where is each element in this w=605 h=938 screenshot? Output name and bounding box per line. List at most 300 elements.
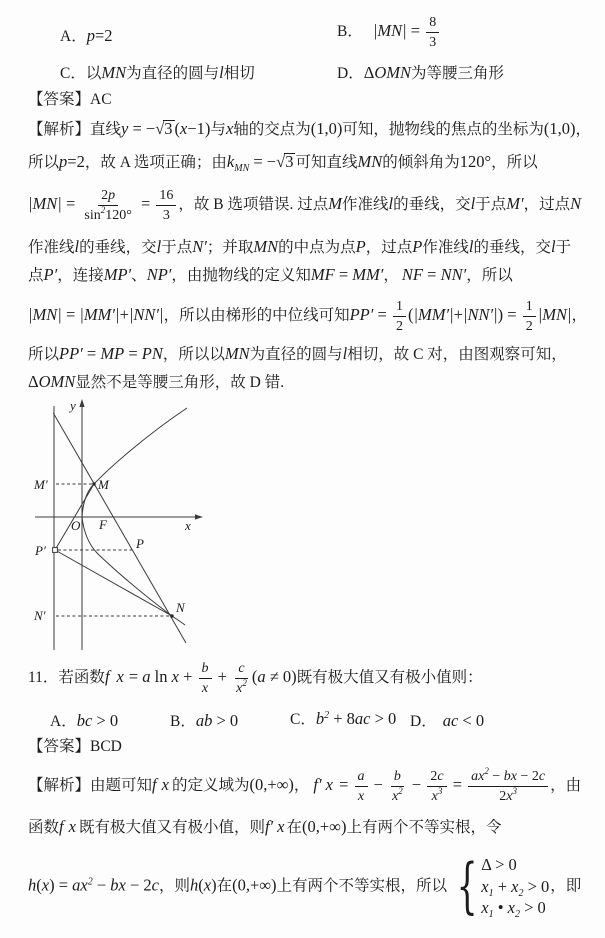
seg-sub: 2 — [518, 887, 524, 899]
seg-i: PP′ — [59, 344, 83, 363]
label-n-prime: N′ — [34, 608, 46, 623]
frac — [199, 659, 212, 698]
seg-i: f — [152, 774, 157, 794]
seg-i: PN — [141, 344, 163, 363]
q11-option-d — [410, 710, 484, 732]
q11-option-b — [170, 710, 238, 732]
seg-i: x — [225, 119, 234, 138]
seg-c: ；并取 — [206, 239, 254, 256]
seg-c: ，则 — [159, 877, 191, 895]
seg-u: 120° — [105, 207, 132, 223]
parabola-figure — [30, 398, 230, 656]
seg-c: ， — [383, 267, 399, 284]
seg-c: D． — [337, 65, 364, 82]
seg-i: x — [116, 666, 124, 686]
label-p: P — [136, 536, 144, 551]
sol1-line6 — [28, 297, 587, 336]
seg-i: x — [171, 666, 179, 686]
seg-i: N — [570, 193, 582, 213]
num — [393, 297, 406, 317]
seg-u: = — [334, 265, 353, 284]
seg-sup: 3 — [437, 785, 443, 796]
seg-i: ab — [195, 711, 213, 730]
seg-c: 于点 — [475, 195, 507, 213]
seg-i: l — [550, 237, 556, 256]
seg-i: P — [412, 237, 423, 256]
seg-i: c — [437, 769, 444, 784]
frac — [426, 13, 439, 52]
seg-u: > 0 — [212, 711, 239, 730]
q10-option-b — [337, 13, 441, 52]
seg-i: MP′ — [103, 265, 132, 284]
seg-u: ) — [211, 875, 217, 895]
seg-i: bc — [76, 711, 93, 730]
seg-u: + — [119, 304, 129, 324]
seg-u: ) = — [49, 875, 73, 895]
seg-u: < 0 — [458, 711, 485, 730]
seg-c: ，连接 — [57, 267, 104, 284]
seg-u: = — [136, 193, 155, 213]
seg-i: P′ — [43, 265, 58, 284]
seg-u: − 2 — [516, 769, 539, 784]
seg-u: 1 — [395, 299, 403, 314]
seg-u: (0,+∞) — [249, 774, 294, 794]
sol1-line3 — [28, 186, 581, 225]
seg-c: 所以 — [28, 346, 60, 363]
seg-c: 函数 — [28, 819, 60, 836]
seg-i: x — [325, 774, 333, 794]
seg-u: (0,+∞) — [232, 875, 277, 895]
seg-c: ，故 A 选项正确；由 — [84, 154, 227, 171]
seg-c: 于 — [555, 239, 572, 256]
seg-i: |MN| — [28, 193, 62, 213]
seg-u: ln — [150, 666, 172, 686]
seg-c: A． — [60, 28, 87, 45]
seg-u: ( — [174, 119, 181, 138]
seg-i: MF — [310, 265, 335, 284]
seg-i: x — [41, 875, 50, 895]
seg-i: M′ — [506, 193, 524, 213]
seg-c: B． — [170, 713, 196, 730]
den — [160, 206, 173, 225]
q10-option-a — [60, 25, 113, 47]
q10-answer — [28, 90, 112, 110]
seg-i: MP — [100, 344, 125, 363]
seg-i: M — [328, 193, 342, 213]
seg-c: 上有两个不等实根，令 — [346, 819, 502, 836]
seg-u: > 0 — [519, 898, 546, 918]
seg-i: OMN — [374, 63, 411, 82]
point-n — [170, 614, 173, 617]
seg-c: ， — [575, 121, 592, 138]
seg-c: ，由 — [550, 776, 582, 794]
seg-c: ，所以 — [466, 267, 513, 284]
seg-i: ac — [442, 711, 459, 730]
seg-i: MN — [101, 63, 127, 82]
seg-u: − — [488, 769, 504, 784]
seg-i: x — [357, 788, 365, 804]
num — [468, 767, 548, 787]
seg-i: k — [226, 152, 235, 171]
sol1-line1 — [28, 118, 591, 140]
seg-i: l — [470, 193, 476, 213]
frac — [389, 767, 406, 806]
seg-i: x — [161, 774, 169, 794]
seg-c: 作准线 — [422, 239, 469, 256]
seg-u: + — [493, 876, 512, 896]
seg-i: x — [431, 788, 438, 804]
seg-u: ( — [36, 875, 42, 895]
label-focus: F — [99, 517, 107, 532]
seg-c: 的垂线，交 — [79, 239, 157, 256]
label-m-prime: M′ — [34, 477, 48, 492]
seg-c: 显然不是等腰三角形，故 D 错. — [75, 374, 285, 391]
seg-i: x — [481, 876, 489, 896]
seg-c: 既有极大值又有极小值则： — [296, 668, 483, 686]
num — [156, 186, 176, 206]
seg-i: x — [277, 817, 285, 836]
sol1-line4 — [28, 236, 571, 258]
seg-c: 【解析】直线 — [28, 121, 122, 138]
seg-i: |NN′| — [128, 304, 164, 324]
seg-i: x — [506, 788, 513, 804]
seg-u: =2 — [67, 152, 85, 171]
seg-c: 的垂线，交 — [393, 195, 471, 213]
num — [391, 767, 404, 787]
seg-i: x — [203, 875, 212, 895]
seg-u: (0,+∞) — [302, 817, 347, 836]
parabola-curve-upper — [82, 408, 187, 517]
q11-option-a — [50, 710, 118, 732]
seg-i: ac — [354, 709, 371, 728]
seg-i: NF — [401, 265, 424, 284]
label-p-prime: P′ — [35, 543, 46, 558]
seg-c: 于点 — [161, 239, 193, 256]
seg-i: h — [28, 875, 37, 895]
seg-u: − 2 — [125, 875, 152, 895]
seg-i: bx — [110, 875, 126, 895]
seg-i: c — [151, 875, 159, 895]
seg-c: 既有极大值又有极小值，则 — [78, 819, 265, 836]
seg-u: = — [448, 774, 467, 794]
frac — [427, 767, 446, 806]
seg-i: c — [538, 769, 546, 784]
seg-i: b — [393, 769, 401, 784]
sol2-line1 — [28, 767, 581, 806]
seg-u: =2 — [94, 26, 113, 45]
seg-i: ax — [471, 769, 485, 784]
seg-u: ) = — [497, 304, 521, 324]
den — [199, 679, 211, 698]
seg-c: 相切 — [223, 65, 255, 82]
seg-u: Δ > 0 — [481, 855, 517, 874]
q10-option-c — [60, 62, 255, 84]
seg-u: − — [369, 774, 388, 794]
seg-i: f — [104, 666, 110, 686]
seg-i: f′ — [313, 774, 322, 794]
seg-sup: 2 — [87, 876, 93, 888]
seg-u: √ — [276, 152, 286, 171]
seg-u: 3 — [429, 34, 437, 50]
seg-c: 轴的交点为 — [233, 121, 311, 138]
seg-u: 2 — [499, 788, 507, 804]
rows — [481, 855, 549, 919]
seg-u: = — [334, 774, 353, 794]
seg-u: • — [493, 898, 508, 918]
seg-i: x — [511, 876, 519, 896]
sol2-line3 — [28, 851, 582, 922]
seg-i: p — [59, 152, 68, 171]
seg-u: + — [453, 304, 463, 324]
den — [429, 787, 446, 806]
den — [81, 206, 134, 225]
seg-sup: 2 — [100, 204, 106, 215]
seg-u: − — [92, 875, 111, 895]
segment-pprime-n — [55, 550, 172, 616]
seg-c: 在 — [286, 819, 302, 836]
den — [426, 33, 439, 52]
seg-u: ( — [407, 304, 414, 324]
num — [427, 767, 446, 787]
crow — [481, 877, 549, 898]
seg-u: 8 — [429, 15, 437, 30]
seg-i: x — [481, 898, 489, 918]
seg-c: 11．若函数 — [28, 668, 105, 686]
seg-i: x — [507, 898, 515, 918]
seg-u: (1,0) — [543, 119, 576, 138]
frac — [355, 767, 368, 806]
point-m — [92, 482, 95, 485]
seg-i: PP′ — [349, 304, 374, 324]
seg-u: + — [213, 666, 232, 686]
sqrt-bar — [284, 153, 295, 171]
seg-i: l — [342, 344, 348, 363]
seg-u: 2 — [430, 769, 438, 784]
seg-c: 作准线 — [28, 239, 75, 256]
seg-c: ，过点 — [365, 239, 413, 256]
num — [98, 186, 118, 206]
seg-c: C． — [290, 711, 316, 728]
seg-i: MN — [357, 152, 383, 171]
seg-c: 的中点为点 — [278, 239, 356, 256]
seg-i: P — [355, 237, 366, 256]
sol2-line2 — [28, 816, 501, 838]
seg-i: x — [180, 119, 188, 138]
seg-u: 3 — [164, 119, 173, 138]
seg-u: sin — [84, 207, 101, 223]
den — [523, 317, 536, 336]
q11-option-c — [290, 708, 396, 730]
den — [393, 317, 406, 336]
seg-c: 所以 — [28, 154, 60, 171]
seg-sup: 2 — [324, 709, 330, 721]
den — [496, 787, 520, 806]
seg-i: NP′ — [146, 265, 172, 284]
den — [233, 679, 250, 698]
seg-u: ( — [251, 666, 258, 686]
seg-c: C．以 — [60, 65, 102, 82]
seg-u: 3 — [162, 207, 170, 223]
seg-i: c — [238, 661, 245, 676]
seg-i: x — [236, 680, 243, 696]
seg-c: ，过点 — [523, 195, 571, 213]
seg-u: 1 — [525, 299, 533, 314]
seg-c: 为直径的圆与 — [126, 65, 220, 82]
label-y: y — [70, 398, 76, 413]
seg-u: −1) — [187, 119, 211, 138]
seg-c: ， — [293, 776, 310, 794]
seg-c: 作准线 — [342, 195, 389, 213]
seg-i: bx — [503, 769, 517, 784]
seg-i: x — [201, 680, 209, 696]
seg-c: 【答案】BCD — [28, 738, 122, 755]
frac — [393, 297, 406, 336]
seg-c: ，所以由梯形的中位线可知 — [163, 306, 350, 324]
seg-sub: 2 — [514, 909, 520, 921]
seg-c: 在 — [216, 877, 233, 895]
seg-i: l — [388, 193, 394, 213]
seg-c: ，所以 — [491, 154, 538, 171]
seg-u: 2 — [101, 188, 109, 203]
seg-i: y — [121, 119, 129, 138]
frac — [156, 186, 176, 225]
seg-i: MN — [224, 344, 250, 363]
seg-u: = — [423, 265, 441, 284]
seg-u: 120° — [459, 152, 492, 171]
seg-c: 【解析】由题可知 — [28, 776, 153, 794]
seg-u: Δ — [363, 63, 375, 82]
seg-i: MN — [253, 237, 279, 256]
seg-sub: 1 — [488, 887, 494, 899]
frac — [81, 186, 134, 225]
seg-c: 可知直线 — [295, 154, 358, 171]
den — [355, 787, 367, 806]
seg-sup: 2 — [398, 785, 403, 796]
sol1-line5 — [28, 264, 513, 286]
seg-i: x — [392, 788, 399, 804]
seg-i: a — [142, 666, 151, 686]
seg-i: l — [468, 237, 474, 256]
q10-option-d — [337, 62, 504, 84]
frac — [233, 659, 250, 698]
seg-u: Δ — [28, 372, 39, 391]
seg-c: ， — [571, 306, 588, 324]
seg-u: = — [124, 344, 142, 363]
sol1-line7 — [28, 343, 567, 365]
seg-i: ax — [72, 875, 88, 895]
num — [235, 659, 247, 679]
seg-c: B． — [337, 22, 363, 40]
cases — [448, 851, 550, 922]
crow — [481, 898, 549, 919]
seg-u: = — [61, 304, 80, 324]
seg-i: |MN| — [537, 304, 572, 324]
seg-u: ( — [198, 875, 204, 895]
seg-u: 2 — [525, 318, 533, 334]
seg-i: |MN| — [28, 304, 62, 324]
seg-sub: MN — [234, 163, 250, 175]
seg-c: A． — [50, 713, 77, 730]
seg-u: 3 — [285, 152, 294, 171]
seg-c: ，即 — [550, 877, 582, 895]
seg-i: a — [357, 769, 365, 784]
seg-u: = — [82, 344, 101, 363]
seg-i: |MN| — [372, 20, 407, 40]
q11-answer — [28, 737, 122, 757]
seg-u: > 0 — [523, 876, 550, 896]
seg-c: 的定义域为 — [171, 776, 250, 794]
seg-u: > 0 — [370, 709, 397, 728]
seg-u: > 0 — [92, 711, 119, 730]
seg-c: 上有两个不等实根，所以 — [276, 877, 448, 895]
seg-c: 的倾斜角为 — [382, 154, 460, 171]
label-n: N — [176, 600, 185, 615]
num — [523, 297, 536, 317]
seg-sup: 3 — [512, 785, 517, 796]
seg-i: OMN — [38, 372, 76, 391]
seg-c: D． — [410, 713, 437, 730]
seg-u: = — [61, 193, 80, 213]
num — [426, 13, 439, 33]
x-axis-arrow-icon — [195, 514, 203, 519]
seg-i: f — [59, 817, 64, 836]
seg-u: (1,0) — [310, 119, 343, 138]
seg-i: a — [257, 666, 266, 686]
parabola-curve-lower — [82, 517, 185, 625]
seg-c: 相切，故 C 对，由图观察可知， — [347, 346, 567, 363]
frac — [468, 767, 548, 806]
seg-i: b — [315, 709, 325, 728]
seg-i: p — [108, 188, 116, 203]
seg-c: 的垂线，交 — [473, 239, 551, 256]
seg-c: 、 — [131, 267, 147, 284]
seg-i: |MM′| — [79, 304, 120, 324]
seg-sup: 2 — [242, 677, 247, 688]
seg-sub: 1 — [488, 909, 494, 921]
seg-u: = — [406, 20, 425, 40]
seg-u: ≠ 0) — [265, 666, 297, 686]
seg-c: 为等腰三角形 — [411, 65, 505, 82]
seg-i: MM′ — [352, 265, 384, 284]
seg-u: 2 — [395, 318, 403, 334]
seg-i: l — [156, 237, 162, 256]
label-origin: O — [71, 518, 81, 533]
num — [355, 767, 368, 787]
seg-c: 为直径的圆与 — [249, 346, 343, 363]
seg-u: − — [407, 774, 426, 794]
seg-u: + — [178, 666, 197, 686]
frac — [523, 297, 536, 336]
label-x: x — [185, 518, 191, 533]
seg-u: √ — [155, 119, 165, 138]
seg-i: l — [74, 237, 80, 256]
seg-i: |NN′| — [462, 304, 498, 324]
seg-i: h — [190, 875, 199, 895]
seg-i: b — [201, 661, 209, 676]
seg-u: = — [373, 304, 391, 324]
sol1-line8 — [28, 371, 284, 393]
seg-c: ，故 B 选项错误. 过点 — [178, 195, 329, 213]
seg-u: = − — [128, 119, 156, 138]
seg-i: x — [68, 817, 76, 836]
brace: { — [456, 851, 478, 922]
seg-sup: 2 — [484, 765, 489, 776]
num — [199, 659, 212, 679]
seg-c: 与 — [210, 121, 226, 138]
seg-i: NN′ — [440, 265, 467, 284]
seg-i: N′ — [192, 237, 207, 256]
seg-u: = − — [249, 152, 277, 171]
